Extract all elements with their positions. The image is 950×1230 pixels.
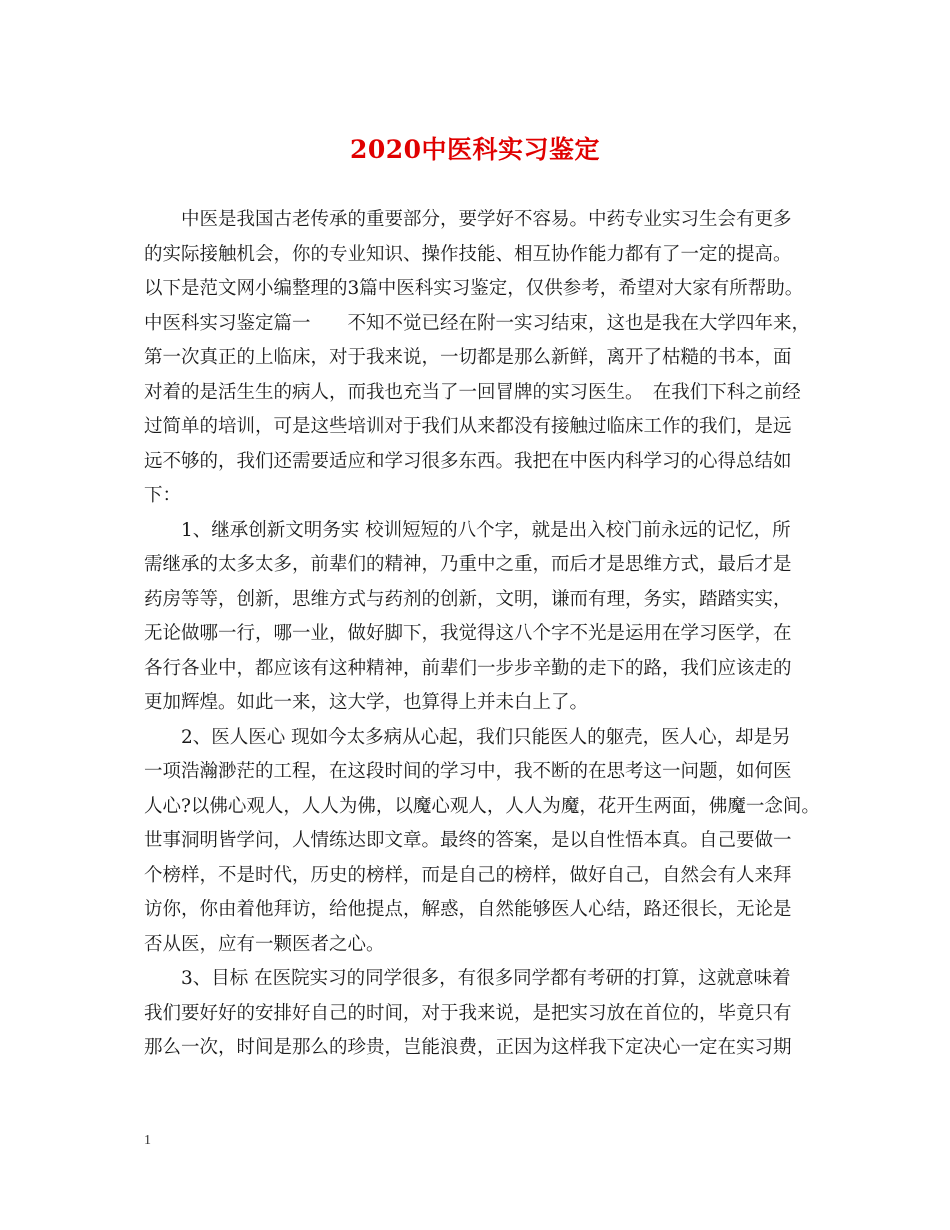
body-line: 对着的是活生生的病人，而我也充当了一回冒牌的实习医生。 在我们下科之前经 bbox=[144, 381, 801, 403]
body-line: 2、医人医心 现如今太多病从心起，我们只能医人的躯壳，医人心，却是另 bbox=[181, 726, 791, 748]
body-line: 的实际接触机会，你的专业知识、操作技能、相互协作能力都有了一定的提高。 bbox=[144, 243, 792, 265]
body-line: 中医科实习鉴定篇一 不知不觉已经在附一实习结束，这也是我在大学四年来， bbox=[144, 312, 811, 334]
body-line: 我们要好好的安排好自己的时间，对于我来说，是把实习放在首位的，毕竟只有 bbox=[144, 1002, 792, 1024]
body-line: 无论做哪一行，哪一业，做好脚下，我觉得这八个字不光是运用在学习医学，在 bbox=[144, 623, 792, 644]
body-line: 否从医，应有一颗医者之心。 bbox=[144, 933, 385, 955]
body-line: 需继承的太多太多，前辈们的精神，乃重中之重，而后才是思维方式，最后才是 bbox=[144, 554, 792, 575]
body-line: 访你，你由着他拜访，给他提点，解惑，自然能够医人心结，路还很长，无论是 bbox=[144, 899, 792, 920]
body-line: 远不够的，我们还需要适应和学习很多东西。我把在中医内科学习的心得总结如 bbox=[144, 450, 792, 472]
body-line: 世事洞明皆学问，人情练达即文章。最终的答案，是以自性悟本真。自己要做一 bbox=[144, 830, 792, 851]
body-line: 1、继承创新文明务实 校训短短的八个字，就是出入校门前永远的记忆，所 bbox=[181, 519, 791, 541]
body-line: 下： bbox=[144, 485, 182, 506]
body-line: 人心?以佛心观人，人人为佛，以魔心观人，人人为魔，花开生两面，佛魔一念间。 bbox=[144, 795, 820, 817]
body-line: 3、目标 在医院实习的同学很多，有很多同学都有考研的打算，这就意味着 bbox=[181, 968, 791, 989]
document-body bbox=[144, 203, 824, 1066]
body-line: 个榜样，不是时代，历史的榜样，而是自己的榜样，做好自己，自然会有人来拜 bbox=[144, 864, 792, 886]
body-line: 中医是我国古老传承的重要部分，要学好不容易。中药专业实习生会有更多 bbox=[181, 209, 792, 230]
body-line: 各行各业中，都应该有这种精神，前辈们一步步辛勤的走下的路，我们应该走的 bbox=[144, 657, 792, 679]
body-line: 药房等等，创新，思维方式与药剂的创新，文明，谦而有理，务实，踏踏实实， bbox=[144, 588, 792, 610]
body-line: 以下是范文网小编整理的3篇中医科实习鉴定，仅供参考，希望对大家有所帮助。 bbox=[144, 278, 804, 299]
body-line: 更加辉煌。如此一来，这大学，也算得上并未白上了。 bbox=[144, 692, 589, 713]
body-line: 一项浩瀚渺茫的工程，在这段时间的学习中，我不断的在思考这一问题，如何医 bbox=[144, 761, 792, 782]
page-number: 1 bbox=[144, 1133, 151, 1148]
body-line: 过简单的培训，可是这些培训对于我们从来都没有接触过临床工作的我们，是远 bbox=[144, 416, 792, 437]
document-title: 2020中医科实习鉴定 bbox=[349, 135, 601, 164]
body-line: 第一次真正的上临床，对于我来说，一切都是那么新鲜，离开了枯糙的书本，面 bbox=[144, 347, 792, 368]
body-line: 那么一次，时间是那么的珍贵，岂能浪费，正因为这样我下定决心一定在实习期 bbox=[144, 1037, 792, 1058]
